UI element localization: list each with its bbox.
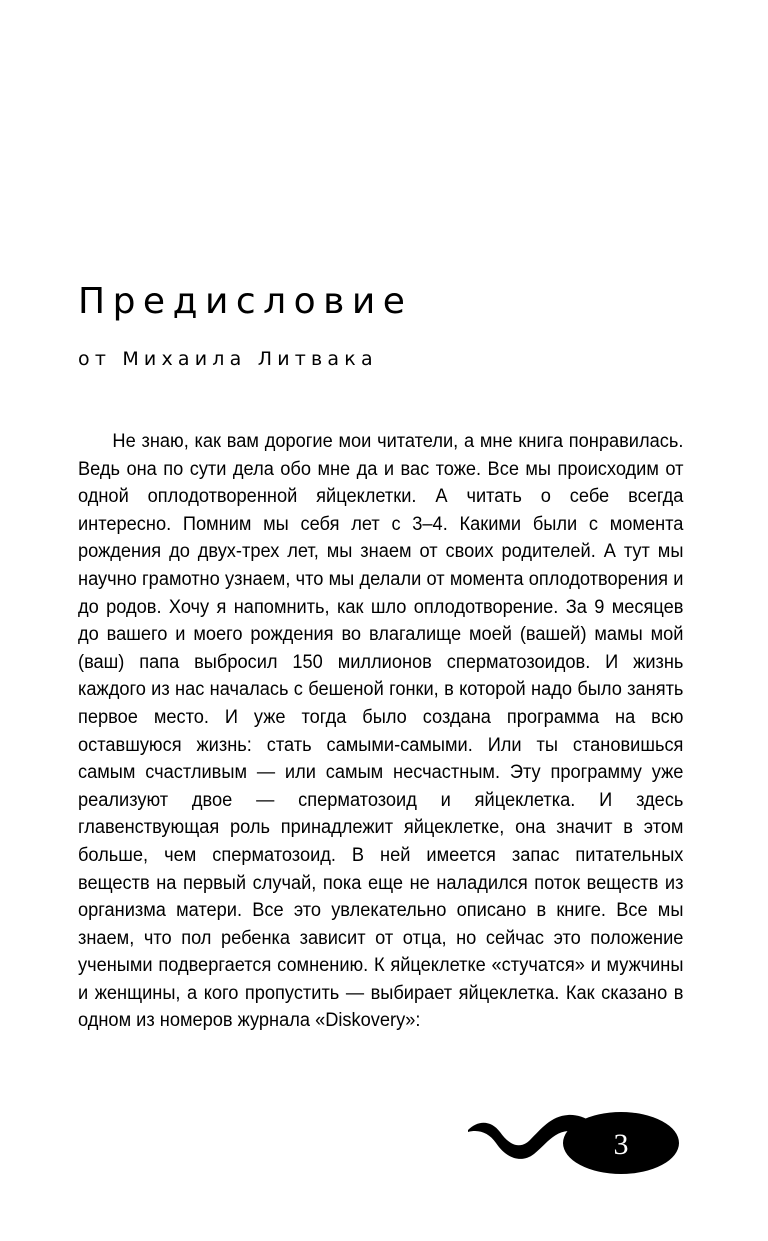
page-number: 3 xyxy=(613,1128,629,1161)
page-number-ornament xyxy=(458,1098,683,1186)
page-subtitle: от Михаила Литвака xyxy=(78,348,378,370)
spermatozoon-icon xyxy=(458,1098,683,1186)
page-title: Предисловие xyxy=(78,281,413,322)
body-paragraph: Не знаю, как вам дорогие мои читатели, а мне книга понравилась. Ведь она по сути дела обо мне да и вас тоже. Все мы происходим от одной оплодотворенной яйцеклетки. А читать о себе всегда интересно. Помним мы себя лет с 3–4. Какими были с момента рождения до двух-трех лет, мы знаем от своих родителей. А тут мы научно грамотно узнаем, что мы делали от момента оплодотворения и до родов. Хочу я напомнить, как шло оплодотворение. За 9 месяцев до вашего и моего рождения во влагалище моей (вашей) мамы мой (ваш) папа выбросил 150 миллионов сперматозоидов. И жизнь каждого из нас началась с бешеной гонки, в которой надо было занять первое место. И уже тогда было создана программа на всю оставшуюся жизнь: стать самыми-самыми. Или ты становишься самым счастливым — или самым несчастным. Эту программу уже реализуют двое — сперматозоид и яйцеклетка. И здесь главенствующая роль принадлежит яйцеклетке, она значит в этом больше, чем сперматозоид. В ней имеется запас питательных веществ на первый случай, пока еще не наладился поток веществ из организма матери. Все это увлекательно описано в книге. Все мы знаем, что пол ребенка зависит от отца, но сейчас это положение учеными подвергается сомнению. К яйцеклетке «стучатся» и мужчины и женщины, а кого пропустить — выбирает яйцеклетка. Как сказано в одном из номеров журнала «Diskovery»: xyxy=(78,430,684,1032)
